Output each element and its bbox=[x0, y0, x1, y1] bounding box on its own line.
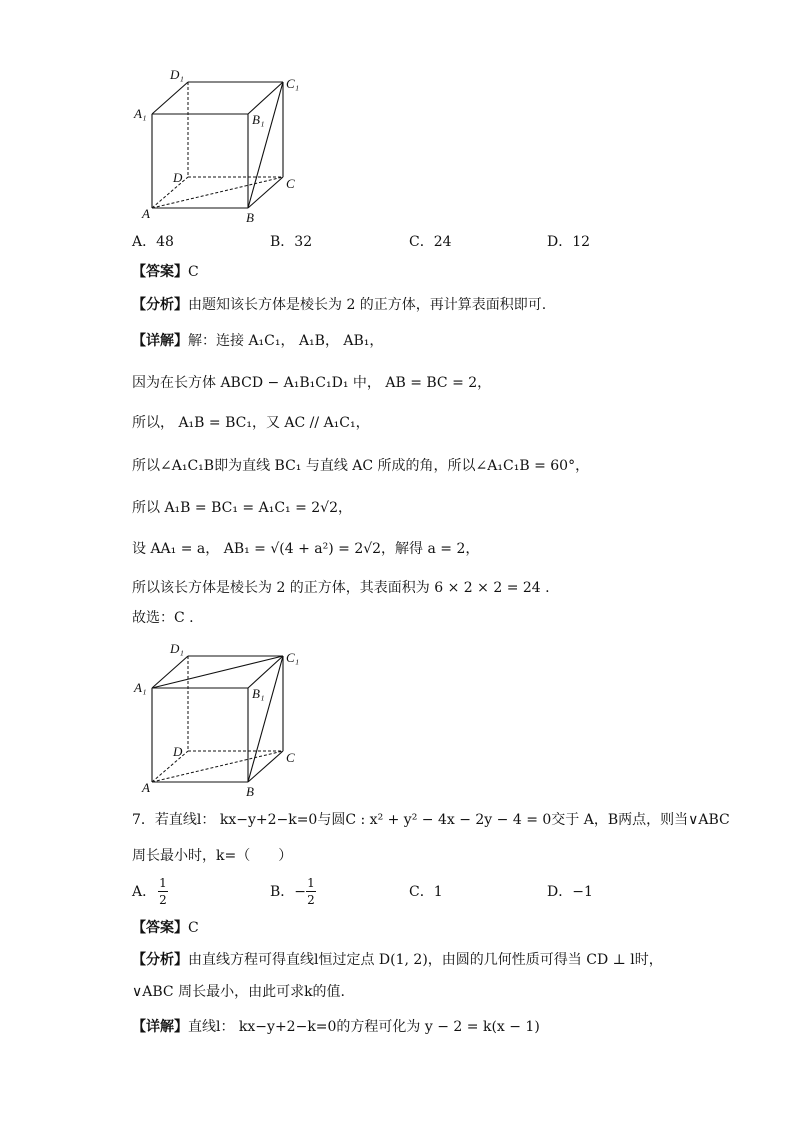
label-d1: D₁ bbox=[170, 641, 184, 656]
q7-stem-line1: 7．若直线l： kx−y+2−k=0与圆C : x² + y² − 4x − 2y − 4 = 0交于 A，B两点，则当∨ABC bbox=[132, 812, 730, 828]
detail-text: 直线l： kx−y+2−k=0的方程可化为 y − 2 = k(x − 1) bbox=[188, 1019, 540, 1035]
q7-analysis-line2: ∨ABC 周长最小，由此可求k的值. bbox=[132, 984, 346, 1000]
detail-text: 解：连接 A₁C₁， A₁B， AB₁， bbox=[188, 333, 384, 349]
label-d: D bbox=[173, 744, 183, 759]
detail-tag: 【详解】 bbox=[132, 1019, 188, 1035]
q7-detail bbox=[132, 1017, 540, 1037]
fraction-numerator: 1 bbox=[159, 876, 167, 890]
option-b-prefix: B．− bbox=[270, 884, 307, 900]
q7-option-c: C．1 bbox=[409, 884, 443, 900]
option-a-prefix: A． bbox=[132, 884, 157, 900]
label-c: C bbox=[286, 176, 295, 191]
q6-analysis bbox=[132, 295, 546, 315]
q6-line6: 所以该长方体是棱长为 2 的正方体，其表面积为 6 × 2 × 2 = 24 . bbox=[132, 580, 550, 596]
q6-line5: 设 AA₁ = a， AB₁ = √(4 + a²) = 2√2，解得 a = 2， bbox=[132, 541, 480, 557]
label-a1: A₁ bbox=[134, 106, 147, 121]
q7-option-a-fraction bbox=[158, 876, 168, 907]
option-d: D．12 bbox=[547, 234, 591, 250]
answer-tag: 【答案】 bbox=[132, 264, 188, 280]
q6-line1: 因为在长方体 ABCD − A₁B₁C₁D₁ 中， AB = BC = 2， bbox=[132, 375, 492, 391]
q6-line7: 故选：C . bbox=[132, 610, 194, 626]
label-b1: B₁ bbox=[252, 112, 265, 127]
option-b: B．32 bbox=[270, 234, 313, 250]
label-b1: B₁ bbox=[252, 686, 265, 701]
q7-analysis-line1 bbox=[132, 950, 663, 970]
q6-answer bbox=[132, 262, 199, 282]
fraction-denominator: 2 bbox=[159, 893, 167, 907]
answer-value: C bbox=[188, 920, 199, 936]
label-b: B bbox=[246, 784, 254, 799]
label-c: C bbox=[286, 750, 295, 765]
fraction-denominator: 2 bbox=[307, 893, 315, 907]
cube-figure-1 bbox=[130, 62, 310, 228]
q7-option-b-fraction bbox=[306, 876, 316, 907]
label-c1: C₁ bbox=[286, 650, 300, 665]
analysis-text: 由题知该长方体是棱长为 2 的正方体，再计算表面积即可. bbox=[188, 297, 547, 313]
label-d1: D₁ bbox=[170, 67, 184, 82]
q6-line4: 所以 A₁B = BC₁ = A₁C₁ = 2√2， bbox=[132, 500, 353, 516]
q6-line3: 所以∠A₁C₁B即为直线 BC₁ 与直线 AC 所成的角，所以∠A₁C₁B = 60°， bbox=[132, 458, 590, 474]
label-d: D bbox=[173, 170, 183, 185]
answer-value: C bbox=[188, 264, 199, 280]
analysis-tag: 【分析】 bbox=[132, 297, 188, 313]
label-a1: A₁ bbox=[134, 680, 147, 695]
detail-tag: 【详解】 bbox=[132, 333, 188, 349]
label-a: A bbox=[142, 780, 150, 795]
label-c1: C₁ bbox=[286, 76, 300, 91]
label-b: B bbox=[246, 210, 254, 225]
option-c: C．24 bbox=[409, 234, 452, 250]
label-a: A bbox=[142, 206, 150, 221]
q7-stem-line2: 周长最小时，k=（ ） bbox=[132, 848, 293, 864]
q7-option-a bbox=[132, 882, 156, 902]
fraction-numerator: 1 bbox=[307, 876, 315, 890]
cube-figure-2 bbox=[130, 636, 310, 802]
q7-option-b bbox=[270, 882, 306, 902]
q6-line2: 所以， A₁B = BC₁，又 AC // A₁C₁， bbox=[132, 415, 370, 431]
answer-tag: 【答案】 bbox=[132, 920, 188, 936]
q7-answer bbox=[132, 918, 199, 938]
q7-option-d: D．−1 bbox=[547, 884, 593, 900]
analysis-text: 由直线方程可得直线l恒过定点 D(1, 2)，由圆的几何性质可得当 CD ⊥ l时， bbox=[188, 952, 663, 968]
analysis-tag: 【分析】 bbox=[132, 952, 188, 968]
q6-detail bbox=[132, 331, 383, 351]
option-a: A．48 bbox=[132, 234, 174, 250]
